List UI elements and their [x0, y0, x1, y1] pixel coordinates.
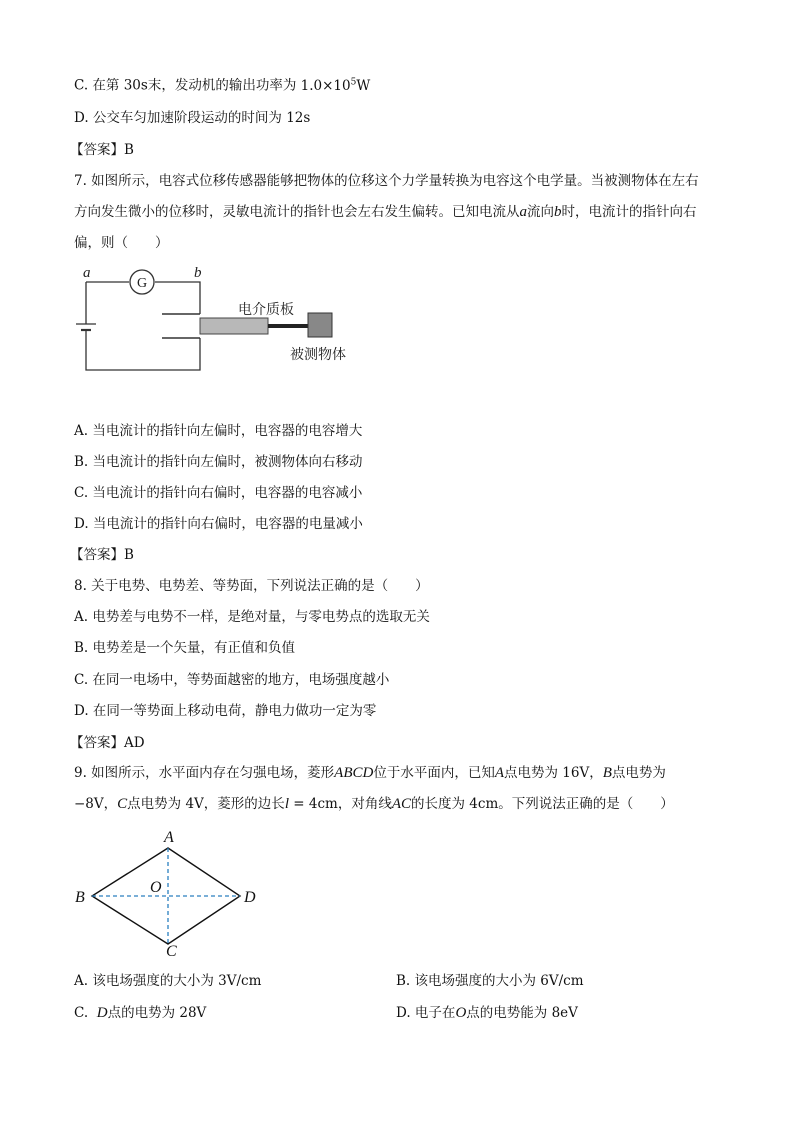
q9-option-c: C. D点的电势为 28V: [74, 1005, 207, 1021]
q7-option-b: B. 当电流计的指针向左偏时，被测物体向右移动: [74, 454, 363, 470]
q7-option-a: A. 当电流计的指针向左偏时，电容器的电容增大: [74, 423, 363, 439]
q6-answer: 【答案】B: [70, 142, 134, 158]
q8-option-d: D. 在同一等势面上移动电荷，静电力做功一定为零: [74, 703, 377, 719]
object-label: 被测物体: [290, 347, 346, 363]
measured-object: [308, 313, 332, 337]
q8-option-b: B. 电势差是一个矢量，有正值和负值: [74, 640, 296, 656]
q7-stem-line1: 7. 如图所示，电容式位移传感器能够把物体的位移这个力学量转换为电容这个电学量。当被测物体在左右: [74, 173, 699, 189]
q6-option-c-value: $1.0\times 10^5W$: [300, 77, 371, 94]
q9-option-a: A. 该电场强度的大小为 3V/cm: [74, 973, 262, 989]
q8-stem: 8. 关于电势、电势差、等势面，下列说法正确的是（ ）: [74, 578, 429, 594]
q8-answer: 【答案】AD: [70, 735, 145, 751]
vertex-c-label: C: [166, 943, 177, 958]
q8-option-c: C. 在同一电场中，等势面越密的地方，电场强度越小: [74, 672, 390, 688]
q7-option-d: D. 当电流计的指针向右偏时，电容器的电量减小: [74, 516, 363, 532]
q9-stem-line1: 9. 如图所示，水平面内存在匀强电场，菱形ABCD位于水平面内，已知A点电势为 16V，B点电势为: [74, 765, 666, 781]
galvanometer-label: G: [136, 276, 148, 291]
q6-option-d: D. 公交车匀加速阶段运动的时间为 12s: [74, 110, 311, 126]
q7-stem-line2: 方向发生微小的位移时，灵敏电流计的指针也会左右发生偏转。已知电流从a流向b时，电流计的指针向右: [74, 204, 697, 220]
point-b-label: b: [194, 265, 202, 281]
q9-option-b: B. 该电场强度的大小为 6V/cm: [396, 973, 584, 989]
center-o-label: O: [150, 879, 162, 896]
dielectric-slab: [200, 318, 268, 334]
q9-rhombus-diagram: [70, 828, 270, 958]
vertex-a-label: A: [164, 829, 174, 846]
vertex-b-label: B: [75, 889, 85, 906]
dielectric-label: 电介质板: [238, 302, 294, 318]
vertex-d-label: D: [244, 889, 256, 906]
q9-option-d: D. 电子在O点的电势能为 8eV: [396, 1005, 578, 1021]
q9-stem-line2: −8V，C点电势为 4V，菱形的边长l = 4cm，对角线AC的长度为 4cm。下列说法正确的是（ ）: [74, 796, 674, 812]
q8-option-a: A. 电势差与电势不一样，是绝对量，与零电势点的选取无关: [74, 609, 430, 625]
q7-answer: 【答案】B: [70, 547, 134, 563]
q7-stem-line3: 偏，则（ ）: [74, 235, 169, 251]
point-a-label: a: [83, 265, 91, 281]
q6-option-c: C. 在第 30s末，发动机的输出功率为 $1.0\times 10^5W$: [74, 77, 371, 94]
q7-option-c: C. 当电流计的指针向右偏时，电容器的电容减小: [74, 485, 363, 501]
q7-circuit-diagram: [74, 262, 374, 380]
